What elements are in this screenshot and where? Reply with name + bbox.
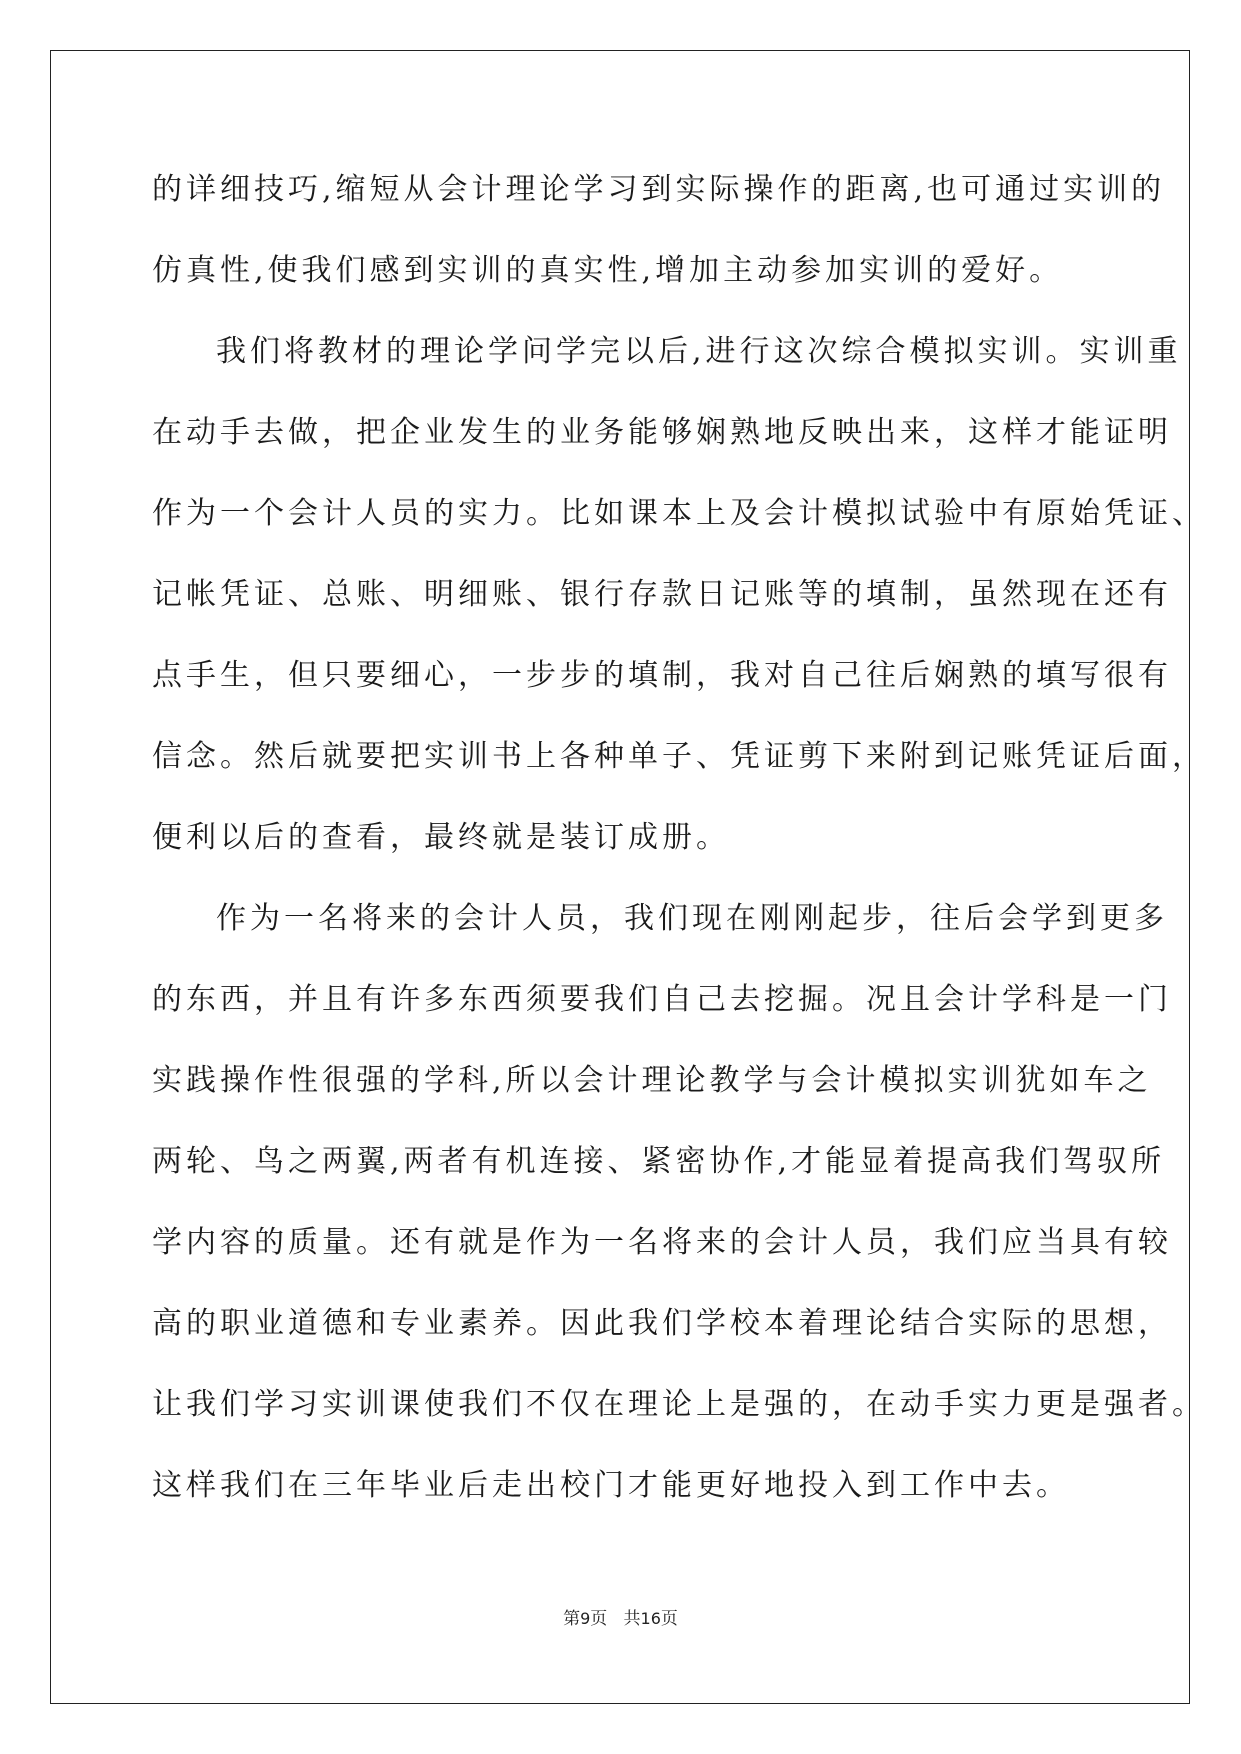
text-line: 记帐凭证、总账、明细账、银行存款日记账等的填制，虽然现在还有 [152, 577, 1172, 612]
text-line: 这样我们在三年毕业后走出校门才能更好地投入到工作中去。 [152, 1468, 1070, 1503]
text-line: 两轮、鸟之两翼,两者有机连接、紧密协作,才能显着提高我们驾驭所 [152, 1144, 1166, 1179]
total-suffix: 页 [660, 1609, 678, 1629]
text-line: 作为一个会计人员的实力。比如课本上及会计模拟试验中有原始凭证、 [152, 496, 1206, 531]
page-suffix: 页 [590, 1609, 608, 1629]
text-line: 的详细技巧,缩短从会计理论学习到实际操作的距离,也可通过实训的 [152, 172, 1166, 207]
text-line: 实践操作性很强的学科,所以会计理论教学与会计模拟实训犹如车之 [152, 1063, 1152, 1098]
paragraph-start-line: 我们将教材的理论学问学完以后,进行这次综合模拟实训。实训重 [216, 334, 1182, 369]
text-line: 高的职业道德和专业素养。因此我们学校本着理论结合实际的思想， [152, 1306, 1172, 1341]
page-number: 9 [580, 1609, 591, 1628]
document-body [152, 160, 1206, 1537]
text-line: 点手生，但只要细心，一步步的填制，我对自己往后娴熟的填写很有 [152, 658, 1172, 693]
total-pages: 16 [640, 1609, 661, 1628]
page-prefix: 第 [563, 1609, 581, 1629]
total-prefix: 共 [623, 1609, 641, 1629]
text-line: 的东西，并且有许多东西须要我们自己去挖掘。况且会计学科是一门 [152, 982, 1172, 1017]
text-line: 信念。然后就要把实训书上各种单子、凭证剪下来附到记账凭证后面， [152, 739, 1206, 774]
text-line: 便利以后的查看，最终就是装订成册。 [152, 820, 730, 855]
text-line: 让我们学习实训课使我们不仅在理论上是强的，在动手实力更是强者。 [152, 1387, 1206, 1422]
text-line: 学内容的质量。还有就是作为一名将来的会计人员，我们应当具有较 [152, 1225, 1172, 1260]
text-line: 仿真性,使我们感到实训的真实性,增加主动参加实训的爱好。 [152, 253, 1064, 288]
paragraph-start-line: 作为一名将来的会计人员，我们现在刚刚起步，往后会学到更多 [216, 901, 1168, 936]
page-footer [0, 1604, 1241, 1629]
text-line: 在动手去做，把企业发生的业务能够娴熟地反映出来，这样才能证明 [152, 415, 1172, 450]
